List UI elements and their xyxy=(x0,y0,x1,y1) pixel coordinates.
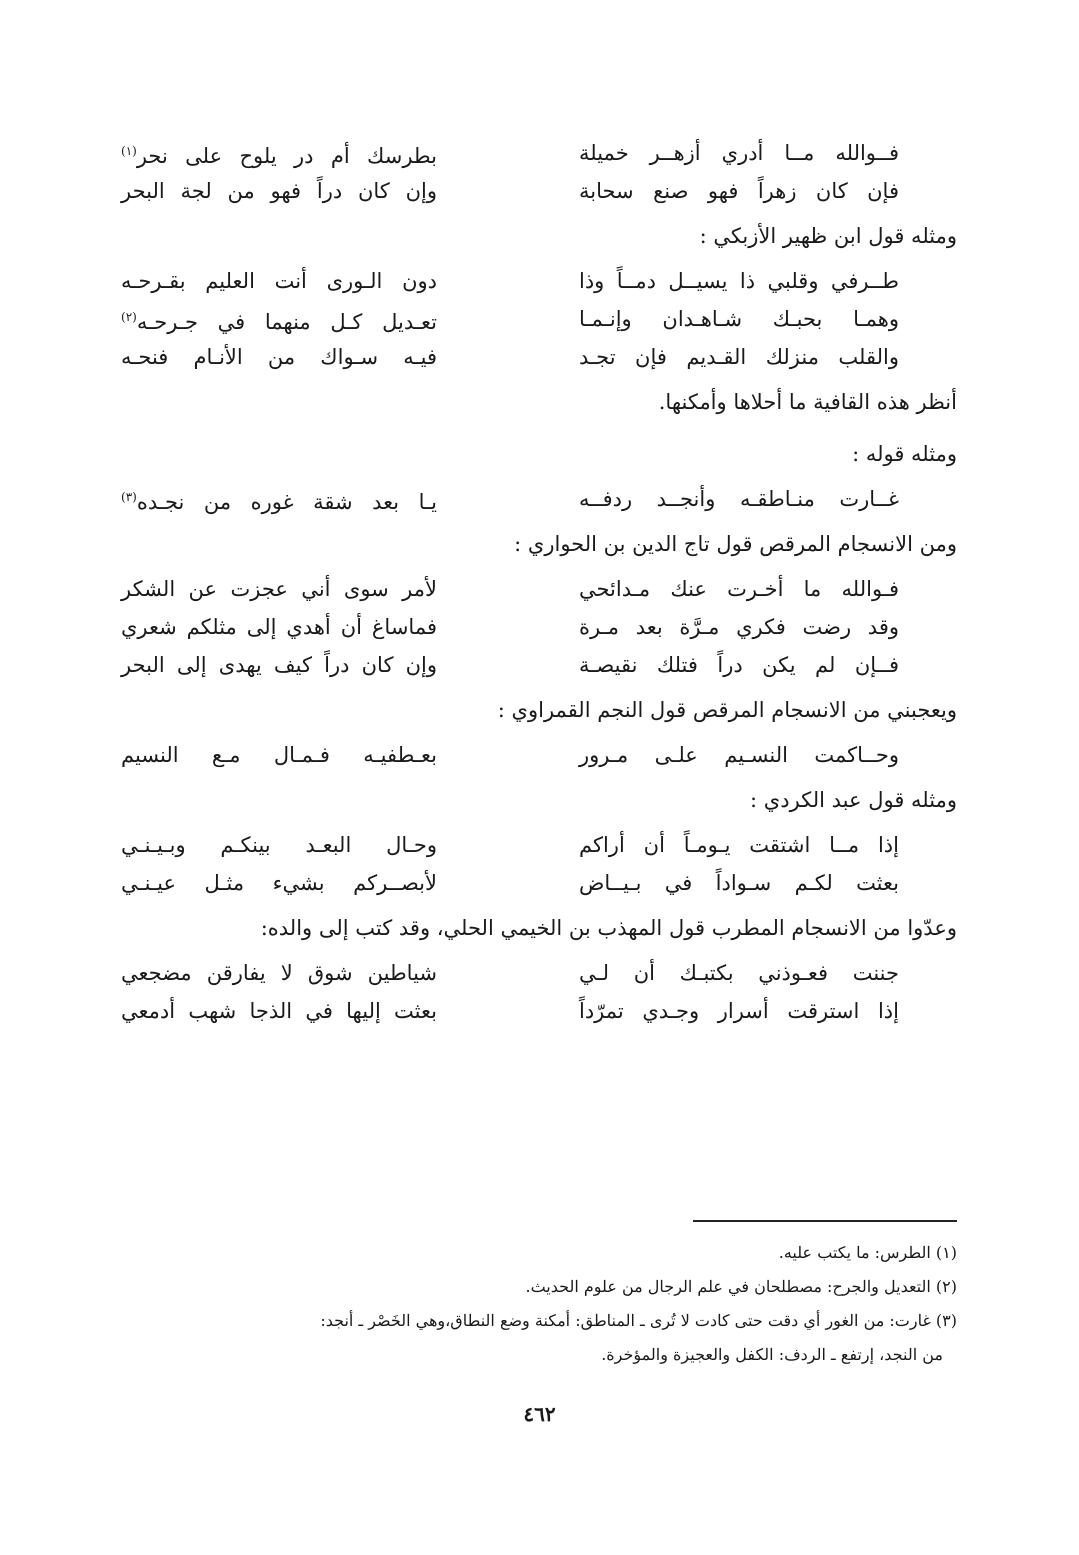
second-hemistich: لأمر سوى أني عجزت عن الشكر xyxy=(121,577,437,601)
hemistich-text: يـا بعد شقة غوره من نجـده xyxy=(136,489,437,514)
footnotes xyxy=(121,1236,957,1372)
prose-line: وعدّوا من الانسجام المطرب قول المهذب بن الخيمي الحلي، وقد كتب إلى والده: xyxy=(260,916,957,940)
prose-line: أنظر هذه القافية ما أحلاها وأمكنها. xyxy=(658,390,957,414)
first-hemistich: غــارت منـاطقـه وأنجــد ردفــه xyxy=(579,487,899,511)
poem-5 xyxy=(121,736,957,774)
verse xyxy=(121,338,957,376)
first-hemistich: فــوالله مــا أدري أزهــر خميلة xyxy=(579,141,899,165)
verse xyxy=(121,134,957,172)
poem-3 xyxy=(121,480,957,518)
footnote-2: (٢) التعديل والجرح: مصطلحان في علم الرجال من علوم الحديث. xyxy=(525,1277,957,1296)
verse xyxy=(121,992,957,1030)
second-hemistich: فيـه سـواك من الأنـام فنحـه xyxy=(121,345,437,369)
verse xyxy=(121,262,957,300)
second-hemistich xyxy=(121,132,437,175)
verse xyxy=(121,172,957,210)
verse xyxy=(121,570,957,608)
second-hemistich: فماساغ أن أهدي إلى مثلكم شعري xyxy=(121,615,437,639)
first-hemistich: فـوالله ما أخـرت عنك مـدائحي xyxy=(579,577,899,601)
verse xyxy=(121,864,957,902)
poem-4 xyxy=(121,570,957,684)
verse xyxy=(121,608,957,646)
first-hemistich: والقلب منزلك القـديم فإن تجـد xyxy=(579,345,899,369)
first-hemistich: بعثت لكـم سـواداً في بـيــاض xyxy=(579,871,899,895)
first-hemistich: وحــاكمت النسـيم علـى مـرور xyxy=(579,743,899,767)
footnote-divider xyxy=(693,1220,957,1222)
footnote-marker: (١) xyxy=(121,143,137,158)
verse xyxy=(121,300,957,338)
second-hemistich xyxy=(121,298,437,341)
second-hemistich: وإن كان دراً فهو من لجة البحر xyxy=(121,179,437,203)
first-hemistich: وهمـا بحبـك شـاهـدان وإنـمـا xyxy=(579,307,899,331)
first-hemistich: فــإن لم يكن دراً فتلك نقيصـة xyxy=(579,653,899,677)
verse xyxy=(121,480,957,518)
footnote-marker: (٢) xyxy=(121,309,137,324)
prose-line: ويعجبني من الانسجام المرقص قول النجم القمراوي : xyxy=(497,698,957,722)
hemistich-text: بطرسك أم در يلوح على نحر xyxy=(136,143,437,168)
footnote-marker: (٣) xyxy=(121,489,137,504)
second-hemistich: وحـال البعـد بينكـم وبـيـنـي xyxy=(121,833,437,857)
second-hemistich: وإن كان دراً كيف يهدى إلى البحر xyxy=(121,653,437,677)
prose-line: ومن الانسجام المرقص قول تاج الدين بن الحواري : xyxy=(514,532,957,556)
second-hemistich: بعثت إليها في الذجا شهب أدمعي xyxy=(121,999,437,1023)
poem-7 xyxy=(121,954,957,1030)
footnote-3: (٣) غارت: من الغور أي دقت حتى كادت لا تُرى ـ المناطق: أمكنة وضع النطاق،وهي الخَصْر ـ أنجد: xyxy=(320,1311,957,1330)
page-body xyxy=(121,134,957,1030)
prose-line: ومثله قول ابن ظهير الأزبكي : xyxy=(699,224,957,248)
second-hemistich: بعـطفيـه فـمـال مـع النسيم xyxy=(121,743,437,767)
poem-1 xyxy=(121,134,957,210)
poem-6 xyxy=(121,826,957,902)
first-hemistich: إذا مــا اشتقت يـومـاً أن أراكم xyxy=(579,833,899,857)
hemistich-text: تعـديل كـل منهما في جـرحـه xyxy=(136,309,437,334)
footnote-1: (١) الطرس: ما يكتب عليه. xyxy=(778,1243,957,1262)
first-hemistich: وقد رضت فكري مـرَّة بعد مـرة xyxy=(579,615,899,639)
verse xyxy=(121,736,957,774)
verse xyxy=(121,646,957,684)
verse xyxy=(121,954,957,992)
prose-line: ومثله قول عبد الكردي : xyxy=(750,788,957,812)
verse xyxy=(121,826,957,864)
second-hemistich: لأبصــركم بشيء مثـل عيـنـي xyxy=(121,871,437,895)
footnote-3-continuation: من النجد، إرتفع ـ الردف: الكفل والعجيزة والمؤخرة. xyxy=(601,1345,943,1364)
poem-2 xyxy=(121,262,957,376)
second-hemistich xyxy=(121,478,437,521)
first-hemistich: طــرفي وقلبي ذا يسيــل دمــاً وذا xyxy=(579,269,899,293)
first-hemistich: إذا استرقت أسرار وجـدي تمرّداً xyxy=(579,999,899,1023)
second-hemistich: شياطين شوق لا يفارقن مضجعي xyxy=(121,961,437,985)
first-hemistich: فإن كان زهراً فهو صنع سحابة xyxy=(579,179,899,203)
second-hemistich: دون الـورى أنت العليم بقـرحـه xyxy=(121,269,437,293)
first-hemistich: جننت فعـوذني بكتبـك أن لـي xyxy=(579,961,899,985)
prose-line: ومثله قوله : xyxy=(852,442,957,466)
page-number: ٤٦٢ xyxy=(523,1402,556,1426)
